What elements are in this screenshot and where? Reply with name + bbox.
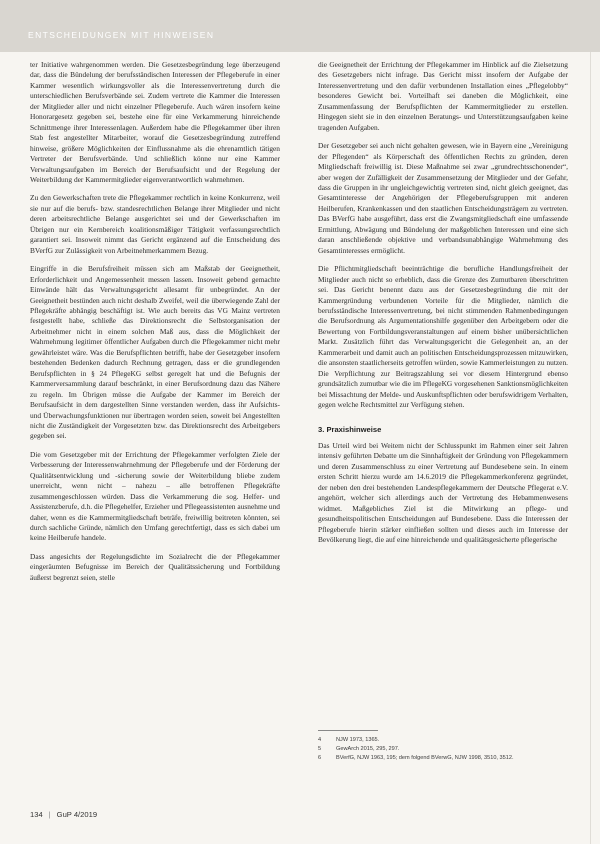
paragraph: die Geeignetheit der Errichtung der Pflegekammer im Hinblick auf die Zielsetzung des Gesetzgebers nicht infrage. Das Gericht misst insofern der Aufgabe der Interessenvertretung und den dafür verbundenen Installation eines „Pflegelobby“ besonderes Gewicht bei. Vorteilhaft sei daneben die Möglichkeit, eine Zusammenfassung der Berufspflichten der Kammermitglieder zu erstellen. Hingegen sieht sie in den einzelnen Beratungs- und Unterstützungsaufgaben keine tragenden Aufgaben. [318, 60, 568, 132]
left-column [30, 60, 280, 591]
footnote-text: BVerfG, NJW 1963, 195; dem folgend BVerwG, NJW 1998, 3510, 3512. [336, 755, 514, 761]
page-edge-divider [590, 52, 591, 844]
paragraph: ter Initiative wahrgenommen werden. Die Gesetzesbegründung lege überzeugend dar, dass die Bündelung der berufsständischen Interessen der Pflegeberufe in einer Kammer wesentlich wirkungsvoller als die Interessenvertretung durch die unterschiedlichen Berufsverbände sei. Zudem vertrete die Kammer die Interessen der Mitglieder aller und nicht einzelner Pflegeberufe. Auch wären insofern keine Honorargesetz gegeben sei, bestehe eine für eine Verkammerung hinreichende Schnittmenge ihrer Interessenlagen. Außerdem habe die Pflegekammer über ihren Stab fest angestellter Mitarbeiter, worauf die Gesetzesbegründung zutreffend hinweise, größere Möglichkeiten der Einflussnahme als die ehrenamtlich tätigen Vertreter der Berufsverbände. Und schließlich könne nur eine Kammer Verwaltungsaufgaben im Bereich der Berufsaufsicht und der Regelung der Weiterbildung der Kammermitglieder eigenverantwortlich wahrnehmen. [30, 60, 280, 184]
paragraph: Zu den Gewerkschaften trete die Pflegekammer rechtlich in keine Konkurrenz, weil sie nur auf die berufs- bzw. standesrechtlichen Belange ihrer Mitglieder und nicht deren arbeitsrechtliche Belange ausgerichtet sei und der Gewerkschaften im Übrigen nur ein Kernbereich koalitionsmäßiger Tätigkeit verfassungsrechtlich garantiert sei. Insoweit nimmt das Gericht ergänzend auf die Entscheidung des BVerfG zur Zulässigkeit von Arbeitnehmerkammern Bezug. [30, 193, 280, 255]
footer-separator: | [48, 810, 51, 819]
right-column [318, 60, 568, 553]
paragraph: Der Gesetzgeber sei auch nicht gehalten gewesen, wie in Bayern eine „Vereinigung der Pflegenden“ als Körperschaft des öffentlichen Rechts zu gründen, deren Mitgliedschaft freiwillig ist. Diese Maßnahme sei zwar „grundrechtsschonender“, aber wegen der Zufälligkeit der Zusammensetzung der Mitglieder und der Gefahr, dass die Gruppen in ihr ungleichgewichtig vertreten sind, nicht gleich geeignet, das Gesamtinteresse der Angehörigen der Pflegeberufsgruppen mit anderen Heilberufen, Krankenkassen und den staatlichen Entscheidungsträgern zu vertreten. Das BVerfG habe ausgeführt, dass erst die Zwangsmitgliedschaft eine umfassende Ermittlung, Abwägung und Bündelung der maßgeblichen Interessen und eine sich daran anschließende objektive und verbandsunabhängige Wahrnehmung des Gesamtinteresses ermöglicht. [318, 141, 568, 255]
footnotes [318, 736, 568, 763]
journal-issue: GuP 4/2019 [56, 810, 98, 819]
paragraph: Die vom Gesetzgeber mit der Errichtung der Pflegekammer verfolgten Ziele der Verbesserung der Interessenwahrnehmung der Pflegeberufe und der Förderung der Qualitätsentwicklung und -sicherung sowie der Weiterbildung bliebe zudem unerreicht, wenn nicht – nahezu – alle betroffenen Pflegekräfte zusammengeschlossen würden. Dass die Verkammerung die sog. Helfer- und Assistenzberufe, d.h. die Pflegehelfer, Erzieher und Pflegeassistenten ausnehme und daher, wenn es die Kammermitgliedschaft beträfe, freiwillig beitreten könnten, sei durch sachliche Gründe, nämlich den Umfang gerechtfertigt, dass es sich dabei um keine Heilberufe handele. [30, 449, 280, 543]
section-title: ENTSCHEIDUNGEN MIT HINWEISEN [28, 30, 215, 40]
paragraph: Die Pflichtmitgliedschaft beeinträchtige die berufliche Handlungsfreiheit der Mitglieder auch nicht so erheblich, dass die Grenze des Zumutbaren überschritten sei. Das Gericht benennt dazu aus der Gesetzesbegründung die mit der Kammergründung verbundenen Vorteile für die Mitglieder, nämlich die berufsständische Interessenvertretung, bei nicht stimmenden Rahmenbedingungen die Berufsordnung als Argumentationshilfe gegenüber den Arbeitgebern oder die Bewertung von Fortbildungsveranstaltungen auf einem bisher unübersichtlichen Markt. Zusätzlich führt das Verwaltungsgericht die Gelegenheit an, an der Kammerarbeit und damit auch an politischen Entscheidungsprozessen mitzuwirken, die ansonsten staatlicherseits getroffen würden, sowie Kammerleistungen zu nutzen. Die Verpflichtung zur Beitragszahlung sei vor diesem Hintergrund ebenso grundsätzlich zumutbar wie die im PflegeKG vorgesehenen Sanktionsmöglichkeiten bei Missachtung der Melde- und Auskunftspflichten oder berufswidrigem Verhalten, gegen welche Rechtsmittel zur Verfügung stehen. [318, 264, 568, 410]
footnote [318, 745, 568, 754]
footnote-number: 4 [318, 737, 322, 743]
page-number: 134 [30, 810, 43, 819]
section-heading: 3. Praxishinweise [318, 424, 382, 434]
footnote-divider [318, 730, 378, 731]
footnote-number: 6 [318, 755, 322, 761]
footnote-number: 5 [318, 746, 322, 752]
footnote [318, 736, 568, 745]
page-footer [30, 810, 97, 819]
paragraph: Dass angesichts der Regelungsdichte im Sozialrecht die der Pflegekammer eingeräumten Befugnisse im Bereich der Qualitätssicherung und Fortbildung äußerst begrenzt seien, stelle [30, 551, 280, 582]
page-header [0, 0, 600, 52]
paragraph: Eingriffe in die Berufsfreiheit müssen sich am Maßstab der Geeignetheit, Erforderlichkeit und Angemessenheit messen lassen. Insoweit gebend gemachte Einwände hält das Verwaltungsgericht allesamt für unbegründet. An der Geeignetheit bestünden auch nicht deshalb Zweifel, weil die überwiegende Zahl der Pflegekräfte abhängig beschäftigt ist. Wie auch bereits das VG Mainz vertreten festgestellt habe, schließe das Direktionsrecht die Selbstorganisation der Arbeitnehmer nicht in einem solchen Maß aus, dass die Möglichkeit der Wahrnehmung legitimer öffentlicher Aufgaben durch die Pflegekammer nicht mehr gewährleistet wäre. Was die Berufspflichten betrifft, habe der Gesetzgeber insofern bestehenden Bedenken dadurch Rechnung getragen, dass er die grundlegenden Berufspflichten in § 24 PflegeKG selbst geregelt hat und die Befugnis der Kammerversammlung darauf beschränkt, in einer Berufsordnung dazu das Nähere zu regeln. Im Übrigen müsse die Aufgabe der Kammer im Bereich der Berufsaufsicht in dem dargestellten Sinne verstanden werden, dass ihr Aufsichts- und Überwachungsfunktionen nur übertragen worden seien, soweit bei Angestellten nicht die Zuständigkeit der Vorgesetzten bzw. das Direktionsrecht des Arbeitgebers gegeben sei. [30, 264, 280, 441]
footnote [318, 754, 568, 763]
footnote-text: NJW 1973, 1365. [336, 737, 380, 743]
footnote-text: GewArch 2015, 295, 297. [336, 746, 400, 752]
paragraph: Das Urteil wird bei Weitem nicht der Schlusspunkt im Rahmen einer seit Jahren intensiv geführten Debatte um die Sinnhaftigkeit der Gründung von Pflegekammern und deren Zusammenschluss zu einer Vertretung auf Bundesebene sein. In einem ersten Schritt hierzu wurde am 14.6.2019 die Pflegekammerkonferenz gegründet, der neben den drei bestehenden Landespflegekammern der Deutsche Pflegerat e.V. angehört, welcher sich allerdings auch der Vertretung des Hebammenwesens widmet. Maßgebliches Ziel ist die Mitwirkung an pflege- und gesundheitspolitischen Entscheidungen auf Bundesebene. Dass die Interessen der Pflegeberufe hierin stärker einfließen sollten und dieses auch im Interesse der Bevölkerung liegt, die auf eine hinreichende und qualitätsgesicherte pflegerische [318, 440, 568, 545]
